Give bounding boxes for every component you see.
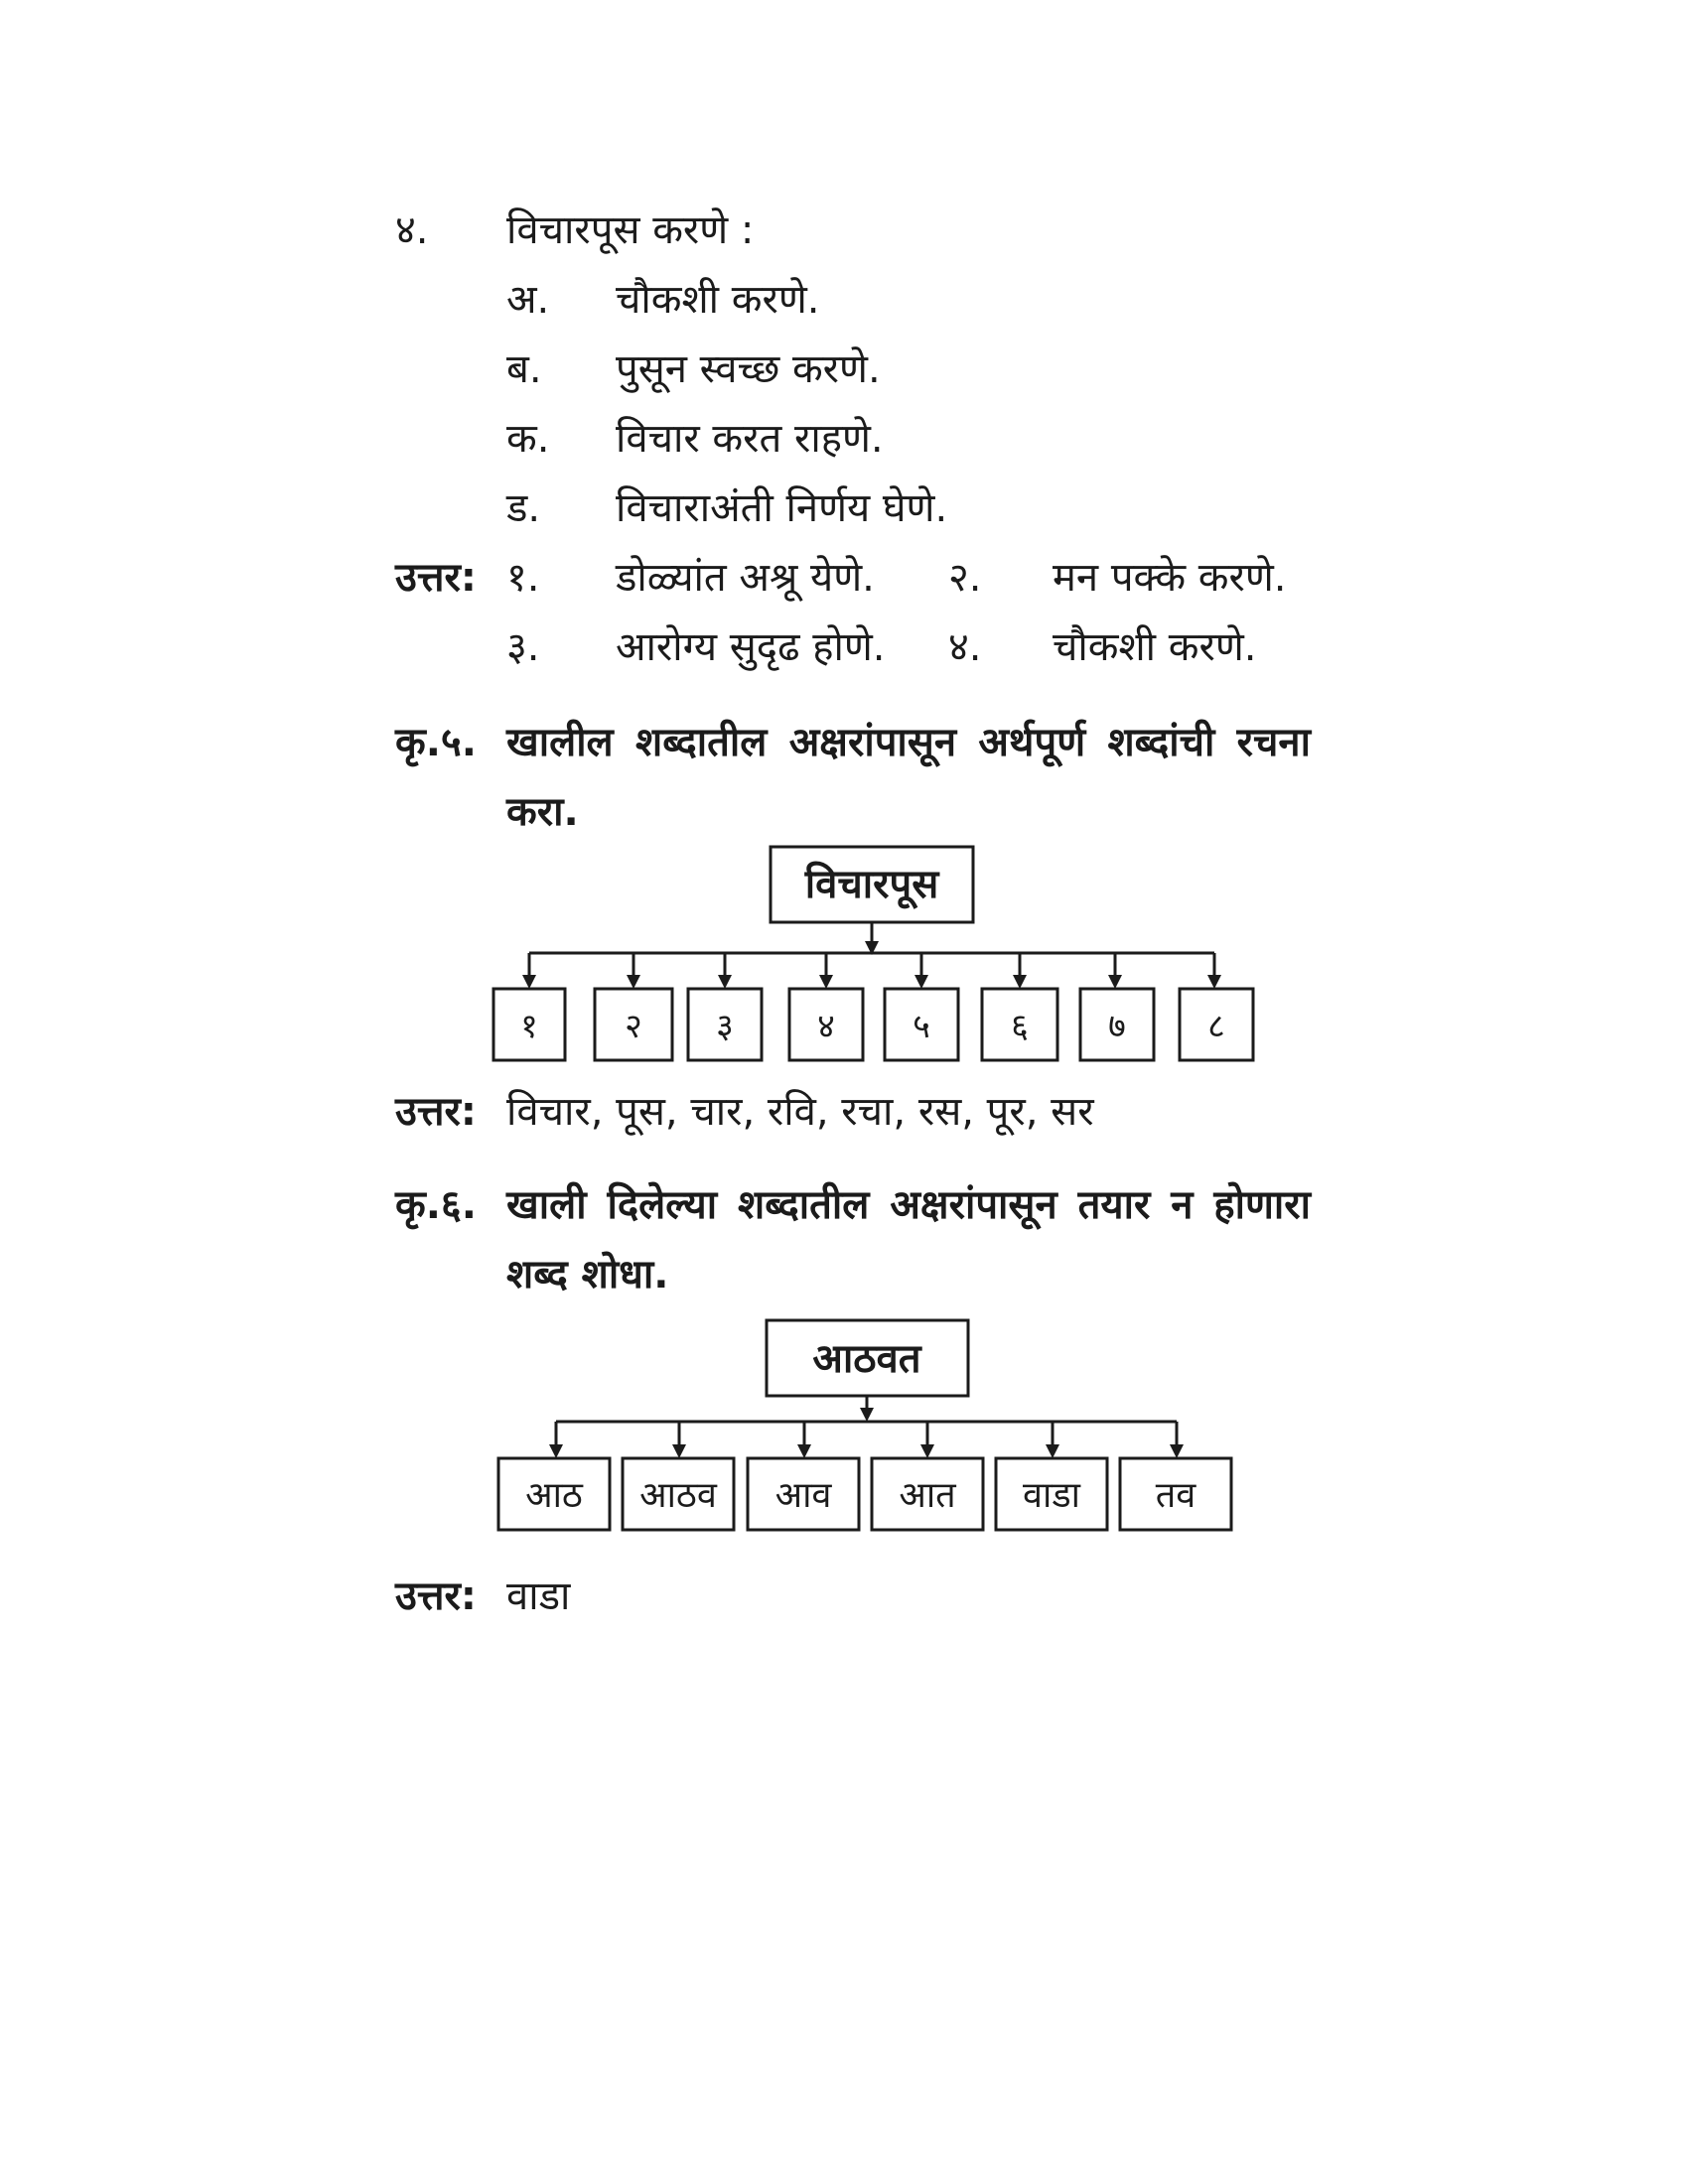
- q5-box-5-label: ५: [913, 1007, 930, 1046]
- q4-option-a-text: चौकशी करणे.: [616, 277, 820, 323]
- q5-box-1-label: १: [520, 1007, 538, 1046]
- q5-box-2-label: २: [625, 1007, 642, 1046]
- q4-option-c-letter: क.: [506, 416, 550, 462]
- q6-answer-text: वाडा: [506, 1573, 571, 1619]
- q4-option-d-text: विचाराअंती निर्णय घेणे.: [616, 485, 948, 531]
- q4-answer-4-text: चौकशी करणे.: [1053, 624, 1257, 670]
- q6-question-text: खाली दिलेल्या शब्दातील अक्षरांपासून तयार न होणारा शब्द शोधा.: [506, 1182, 1311, 1297]
- q4-option-b-text: पुसून स्वच्छ करणे.: [616, 346, 881, 392]
- q4-option-a-letter: अ.: [506, 277, 550, 323]
- q6-box-1-label: आठ: [525, 1475, 583, 1516]
- q6-box-3-label: आव: [774, 1475, 832, 1516]
- q5-question-text: खालील शब्दातील अक्षरांपासून अर्थपूर्ण शब्दांची रचना करा.: [506, 720, 1311, 835]
- q6-arrow-2: [672, 1444, 686, 1458]
- q4-option-b-letter: ब.: [506, 346, 542, 392]
- q4-number: ४.: [395, 207, 429, 253]
- q4-answer-1-num: १.: [506, 555, 540, 601]
- q6-arrow-3: [797, 1444, 811, 1458]
- q5-box-7-label: ७: [1108, 1007, 1126, 1046]
- q4-answer-3-text: आरोग्य सुदृढ होणे.: [616, 624, 886, 670]
- q4-option-d-letter: ड.: [506, 485, 541, 531]
- q4-word: विचारपूस करणे :: [506, 207, 755, 253]
- q6-arrow-root: [860, 1408, 874, 1422]
- q6-label: कृ.६.: [395, 1182, 477, 1228]
- q6-box-2-label: आठव: [639, 1475, 717, 1516]
- q5-answer-text: विचार, पूस, चार, रवि, रचा, रस, पूर, सर: [506, 1089, 1094, 1135]
- q6-arrow-6: [1170, 1444, 1184, 1458]
- q6-arrow-1: [549, 1444, 563, 1458]
- q4-option-c-text: विचार करत राहणे.: [616, 416, 884, 462]
- q4-answer-2-text: मन पक्के करणे.: [1053, 555, 1287, 601]
- q5-box-4-label: ४: [817, 1007, 835, 1046]
- q6-box-6-label: तव: [1155, 1475, 1196, 1516]
- q6-arrow-4: [920, 1444, 934, 1458]
- q6-answer-label: उत्तर:: [395, 1573, 477, 1619]
- q5-answer-label: उत्तर:: [395, 1089, 477, 1135]
- q5-box-3-label: ३: [716, 1007, 734, 1046]
- q5-box-6-label: ६: [1011, 1007, 1029, 1046]
- q6-box-4-label: आत: [899, 1475, 956, 1516]
- q4-answer-3-num: ३.: [506, 624, 540, 670]
- q5-box-8-label: ८: [1207, 1007, 1225, 1046]
- q6-arrow-5: [1046, 1444, 1059, 1458]
- q5-label: कृ.५.: [395, 720, 477, 765]
- q5-root-word: विचारपूस: [804, 862, 939, 907]
- q4-answer-1-text: डोळ्यांत अश्रू येणे.: [616, 555, 875, 601]
- q6-box-5-label: वाडा: [1023, 1475, 1080, 1516]
- q4-answer-2-num: २.: [948, 555, 982, 601]
- q4-answer-label: उत्तर:: [395, 555, 477, 601]
- q4-answer-4-num: ४.: [948, 624, 982, 670]
- q6-root-word: आठवत: [812, 1336, 921, 1382]
